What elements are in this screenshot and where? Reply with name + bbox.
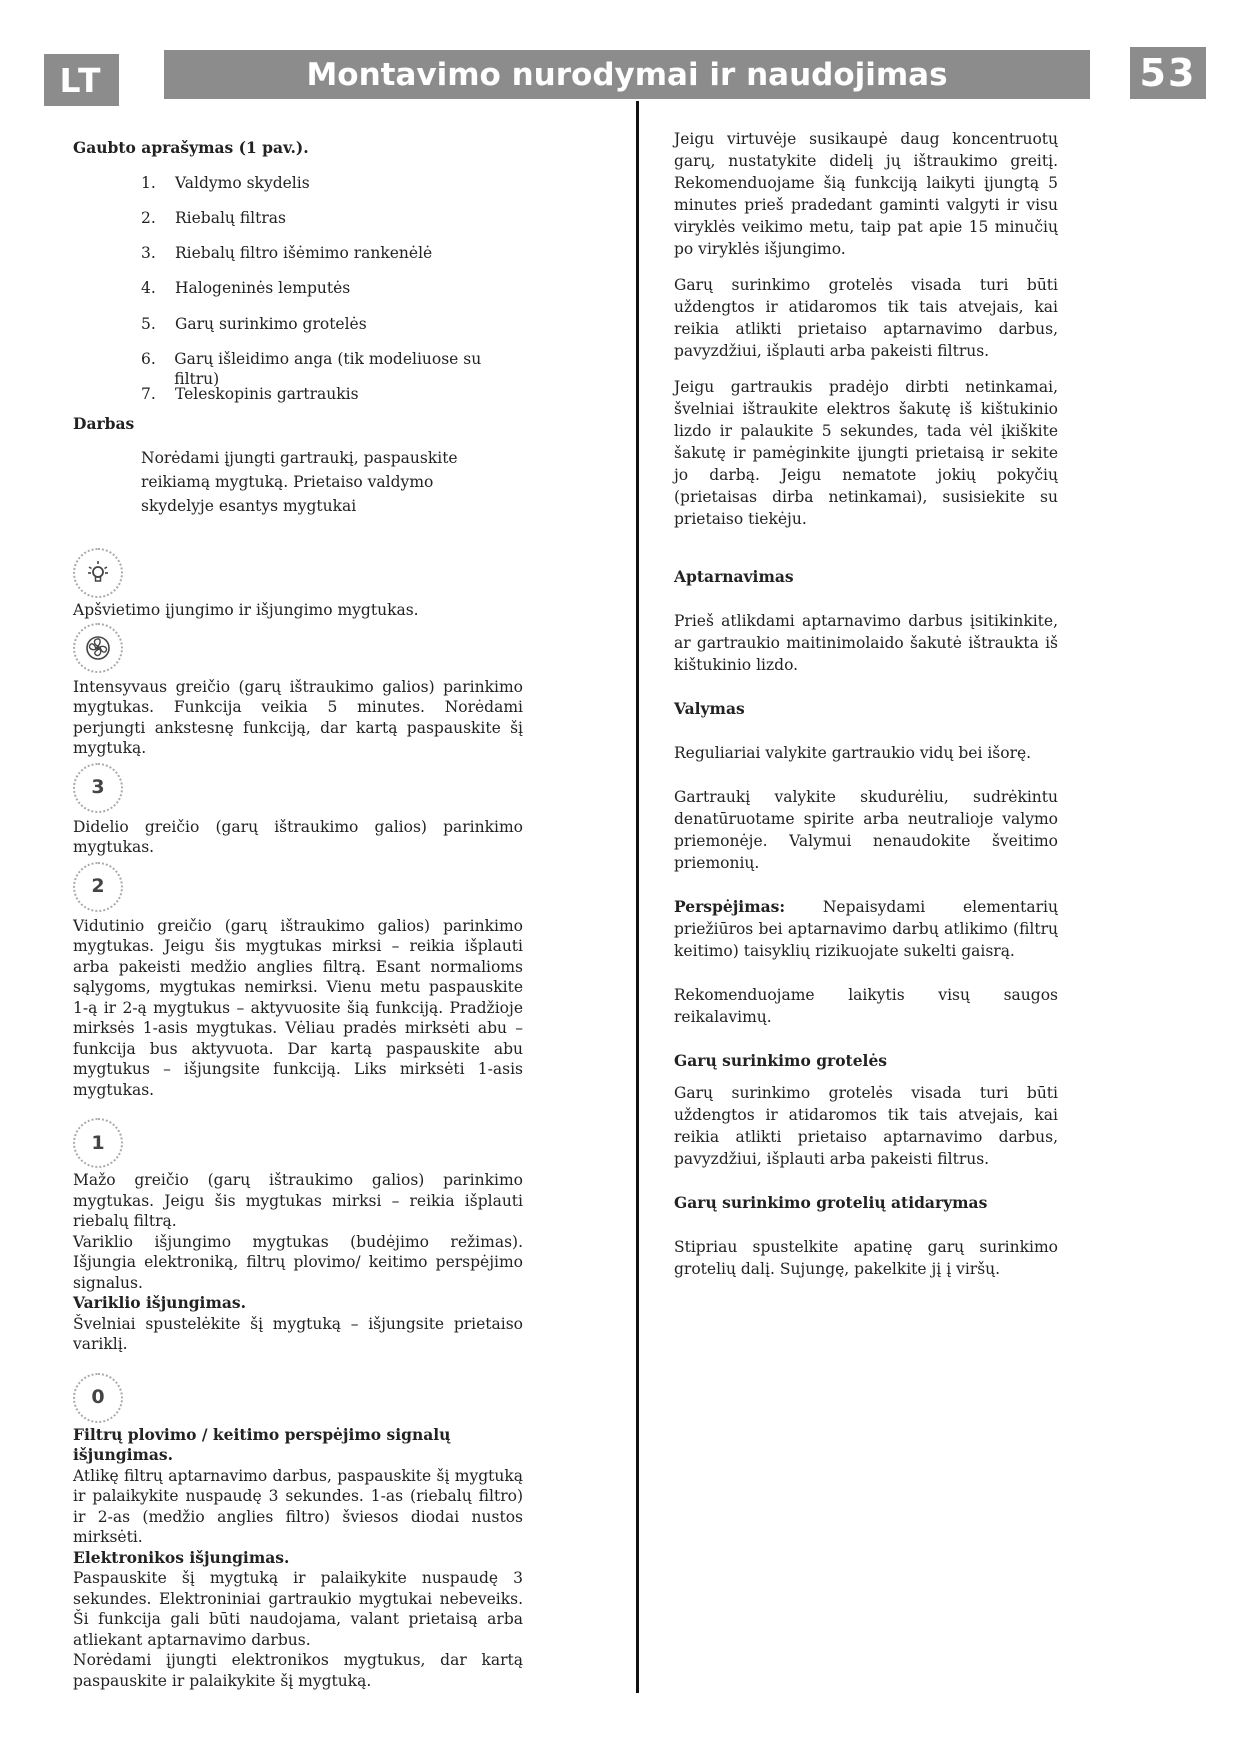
warning-paragraph: [674, 896, 1058, 962]
list-item-number: 3.: [141, 244, 156, 263]
lightbulb-icon: [83, 558, 113, 588]
cleaning-text-2: Gartraukį valykite skudurėliu, sudrėkintu denatūruotame spirite arba neutralioje valymo priemonėje. Valymui nenaudokite šveitimo priemonių.: [674, 788, 1058, 872]
page-number: 53: [1130, 47, 1206, 99]
right-column: [674, 128, 1058, 1294]
list-item-label: Teleskopinis gartraukis: [175, 385, 359, 404]
list-item-number: 6.: [141, 349, 156, 368]
work-heading: Darbas: [73, 413, 135, 433]
list-item-number: 1.: [141, 173, 156, 192]
warning-label: Perspėjimas:: [674, 897, 786, 916]
list-item-number: 4.: [141, 279, 156, 298]
speed-1-button[interactable]: [73, 1118, 123, 1168]
grille-heading: Garų surinkimo grotelės: [674, 1051, 888, 1070]
grille-opening-text: Stipriau spustelkite apatinę garų surinkimo grotelių dalį. Sujungę, pakelkite jį į viršų.: [674, 1238, 1058, 1278]
filter-signal-heading: Filtrų plovimo / keitimo perspėjimo signalų išjungimas.: [73, 1424, 451, 1465]
list-item: [141, 208, 523, 243]
speed-1-symbol: 1: [91, 1131, 105, 1154]
speed-2-symbol: 2: [91, 875, 105, 898]
list-item-number: 2.: [141, 208, 156, 227]
list-item-label: Garų išleidimo anga (tik modeliuose su filtru): [174, 349, 482, 389]
column-divider: [636, 101, 639, 1693]
motor-off-instructions: Švelniai spustelėkite šį mygtuką – išjungsite prietaiso variklį.: [73, 1314, 523, 1354]
maintenance-heading: Aptarnavimas: [674, 567, 794, 586]
description-heading: Gaubto aprašymas (1 pav.).: [73, 138, 309, 157]
list-item-label: Halogeninės lemputės: [175, 279, 351, 298]
fan-icon: [83, 633, 113, 663]
electronics-on-text: Norėdami įjungti elektronikos mygtukus, dar kartą paspauskite ir palaikykite šį mygtuką.: [73, 1651, 523, 1690]
grille-text: Garų surinkimo grotelės visada turi būti uždengtos ir atidaromos tik tais atvejais, kai reikia atlikti prietaiso aptarnavimo darbus, pavyzdžiui, išplauti arba pakeisti filtrus.: [674, 1084, 1058, 1168]
list-item: [141, 243, 523, 278]
cleaning-text-1: Reguliariai valykite gartraukio vidų bei išorę.: [674, 744, 1032, 762]
list-item: [141, 314, 523, 349]
electronics-off-text: Paspauskite šį mygtuką ir palaikykite nuspaudę 3 sekundes. Elektroniniai gartraukio mygtukai nebeveiks. Ši funkcija gali būti naudojama, valant prietaisą arba atliekant aptarnavimo darbus.: [73, 1569, 523, 1649]
page-title: Montavimo nurodymai ir naudojimas: [164, 50, 1090, 99]
list-item-label: Garų surinkimo grotelės: [175, 314, 367, 333]
electronics-off-heading: Elektronikos išjungimas.: [73, 1547, 290, 1567]
speed-2-button[interactable]: [73, 862, 123, 912]
list-item-label: Riebalų filtras: [175, 208, 286, 227]
light-button-text: Apšvietimo įjungimo ir išjungimo mygtukas.: [73, 601, 419, 620]
work-intro: Norėdami įjungti gartraukį, paspauskite reikiamą mygtuką. Prietaiso valdymo skydelyje esantys mygtukai: [141, 449, 458, 516]
list-item-number: 7.: [141, 385, 156, 404]
intensive-button[interactable]: [73, 623, 123, 673]
motor-off-heading: Variklio išjungimas.: [73, 1293, 247, 1313]
intensive-button-text: Intensyvaus greičio (garų ištraukimo galios) parinkimo mygtukas. Funkcija veikia 5 minutes. Norėdami perjungti ankstesnę funkciją, dar kartą paspauskite šį mygtuką.: [73, 677, 523, 758]
speed-3-button[interactable]: [73, 763, 123, 813]
list-item: [141, 278, 523, 313]
grille-covered-text: Garų surinkimo grotelės visada turi būti uždengtos ir atidaromos tik tais atvejais, kai reikia atlikti prietaiso aptarnavimo darbus, pavyzdžiui, išplauti arba pakeisti filtrus.: [674, 276, 1058, 360]
filter-signal-text: Atlikę filtrų aptarnavimo darbus, paspauskite šį mygtuką ir palaikykite nuspaudę 3 sekundes. 1-as (riebalų filtro) ir 2-as (medžio anglies filtro) šviesos diodai nustos mirksėti.: [73, 1466, 523, 1547]
list-item-label: Riebalų filtro išėmimo rankenėlė: [175, 244, 433, 263]
warning-text: Nepaisydami elementarių priežiūros bei aptarnavimo darbų atlikimo (filtrų keitimo) taisyklių rizikuojate sukelti gaisrą.: [674, 898, 1058, 960]
speed-0-button[interactable]: [73, 1373, 123, 1423]
light-button[interactable]: [73, 548, 123, 598]
list-item-number: 5.: [141, 314, 156, 333]
parts-list: [141, 173, 523, 420]
speed-2-text: Vidutinio greičio (garų ištraukimo galios) parinkimo mygtukas. Jeigu šis mygtukas mirksi – reikia išplauti arba pakeisti medžio anglies filtrą. Esant normalioms sąlygoms, mygtukas nemirksi. Vienu metu paspauskite 1-ą ir 2-ą mygtukus – aktyvuosite šią funkciją. Pradžioje mirksės 1-asis mygtukas. Vėliau pradės mirksėti abu – funkcija bus aktyvuota. Dar kartą paspauskite abu mygtukus – išjungsite funkciją. Liks mirksėti 1-asis mygtukas.: [73, 916, 523, 1099]
concentrated-steam-text: Jeigu virtuvėje susikaupė daug koncentruotų garų, nustatykite didelį jų ištraukimo greitį. Rekomenduojame šią funkciją laikyti įjungtą 5 minutes prieš pradedant gaminti valgyti ir visu viryklės veikimo metu, taip pat apie 15 minučių po viryklės išjungimo.: [674, 130, 1058, 258]
cleaning-heading: Valymas: [674, 699, 745, 718]
safety-text: Rekomenduojame laikytis visų saugos reikalavimų.: [674, 986, 1058, 1026]
speed-3-text: Didelio greičio (garų ištraukimo galios) parinkimo mygtukas.: [73, 817, 523, 857]
list-item: [141, 349, 523, 389]
maintenance-text: Prieš atlikdami aptarnavimo darbus įsitikinkite, ar gartraukio maitinimolaido šakutė ištraukta iš kištukinio lizdo.: [674, 612, 1058, 674]
grille-opening-heading: Garų surinkimo grotelių atidarymas: [674, 1193, 988, 1212]
malfunction-text: Jeigu gartraukis pradėjo dirbti netinkamai, švelniai ištraukite elektros šakutę iš kištukinio lizdo ir palaukite 5 sekundes, tada vėl įkiškite šakutę ir pamėginkite įjungti prietaisą ir sekite jo darbą. Jeigu nematote jokių pokyčių (prietaisas dirba netinkamai), susisiekite su prietaiso tiekėju.: [674, 378, 1058, 528]
speed-1-text: Mažo greičio (garų ištraukimo galios) parinkimo mygtukas. Jeigu šis mygtukas mirksi – reikia išplauti riebalų filtrą.: [73, 1171, 523, 1231]
language-tab: LT: [44, 54, 119, 106]
list-item: [141, 173, 523, 208]
speed-3-symbol: 3: [91, 776, 105, 799]
motor-off-text: Variklio išjungimo mygtukas (budėjimo režimas). Išjungia elektroniką, filtrų plovimo/ keitimo perspėjimo signalus.: [73, 1232, 523, 1292]
list-item-label: Valdymo skydelis: [175, 173, 310, 192]
left-column: [73, 138, 523, 1691]
speed-0-symbol: 0: [91, 1386, 105, 1409]
